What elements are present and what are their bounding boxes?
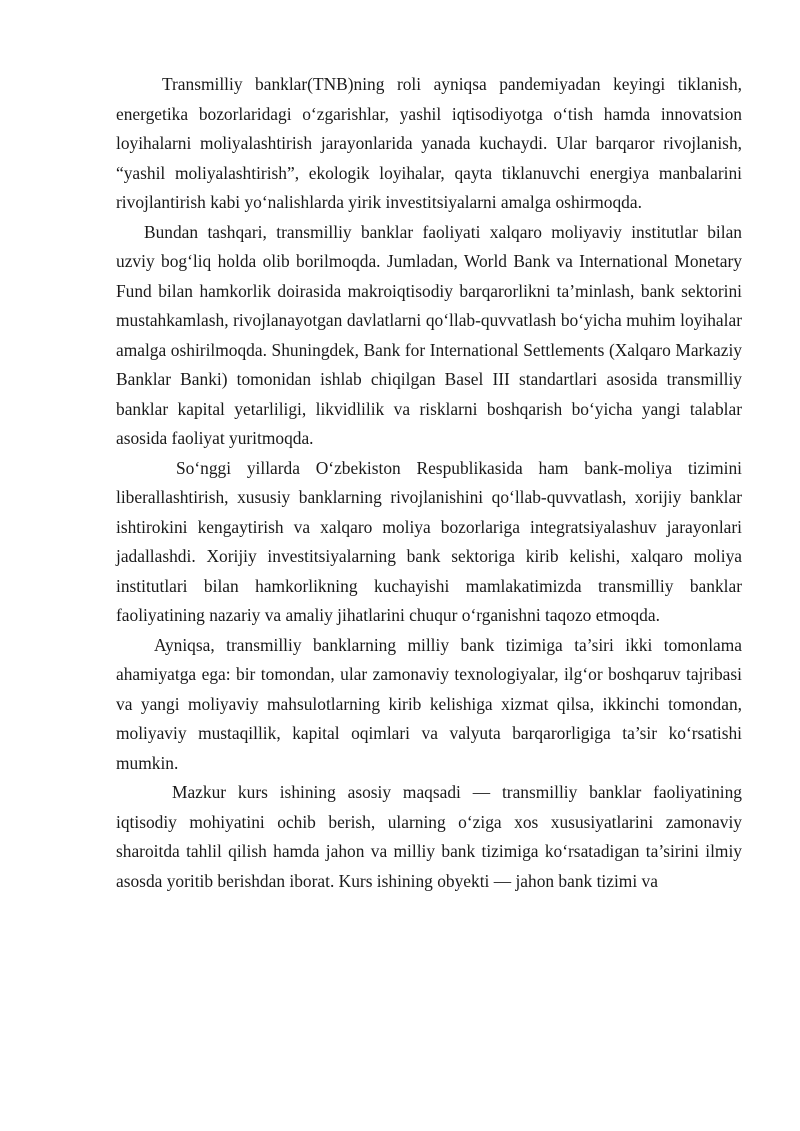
paragraph-2: Bundan tashqari, transmilliy banklar faoliyati xalqaro moliyaviy institutlar bilan uzviy bog‘liq holda olib borilmoqda. Jumladan, World Bank va International Monetary Fund bilan hamkorlik doirasida makroiqtisodiy barqarorlikni ta’minlash, bank sektorini mustahkamlash, rivojlanayotgan davlatlarni qo‘llab-quvvatlash bo‘yicha muhim loyihalar amalga oshirilmoqda. Shuningdek, Bank for International Settlements (Xalqaro Markaziy Banklar Banki) tomonidan ishlab chiqilgan Basel III standartlari asosida transmilliy banklar kapital yetarliligi, likvidlilik va risklarni boshqarish bo‘yicha yangi talablar asosida faoliyat yuritmoqda. [116,221,742,448]
body-text [116,70,742,896]
paragraph-4: Ayniqsa, transmilliy banklarning milliy bank tizimiga ta’siri ikki tomonlama ahamiyatga ega: bir tomondan, ular zamonaviy texnologiyalar, ilg‘or boshqaruv tajribasi va yangi moliyaviy mahsulotlarning kirib kelishiga xizmat qilsa, ikkinchi tomondan, moliyaviy mustaqillik, kapital oqimlari va valyuta barqarorligiga ta’sir ko‘rsatishi mumkin. [116,634,742,773]
paragraph-3: So‘nggi yillarda O‘zbekiston Respublikasida ham bank-moliya tizimini liberallashtirish, xususiy banklarning rivojlanishini qo‘llab-quvvatlash, xorijiy banklar ishtirokini kengaytirish va xalqaro moliya bozorlariga integratsiyalashuv jarayonlari jadallashdi. Xorijiy investitsiyalarning bank sektoriga kirib kelishi, xalqaro moliya institutlari bilan hamkorlikning kuchayishi mamlakatimizda transmilliy banklar faoliyatining nazariy va amaliy jihatlarini chuqur o‘rganishni taqozo etmoqda. [116,457,742,625]
paragraph-5: Mazkur kurs ishining asosiy maqsadi — transmilliy banklar faoliyatining iqtisodiy mohiyatini ochib berish, ularning o‘ziga xos xususiyatlarini zamonaviy sharoitda tahlil qilish hamda jahon va milliy bank tizimiga ko‘rsatadigan ta’sirini ilmiy asosda yoritib berishdan iborat. Kurs ishining obyekti — jahon bank tizimi va [116,782,742,891]
paragraph-1: Transmilliy banklar(TNB)ning roli ayniqsa pandemiyadan keyingi tiklanish, energetika bozorlaridagi o‘zgarishlar, yashil iqtisodiyotga o‘tish hamda innovatsion loyihalarni moliyalashtirish jarayonlarida yanada kuchaydi. Ular barqaror rivojlanish, “yashil moliyalashtirish”, ekologik loyihalar, qayta tiklanuvchi energiya manbalarini rivojlantirish kabi yo‘nalishlarda yirik investitsiyalarni amalga oshirmoqda. [116,74,742,212]
